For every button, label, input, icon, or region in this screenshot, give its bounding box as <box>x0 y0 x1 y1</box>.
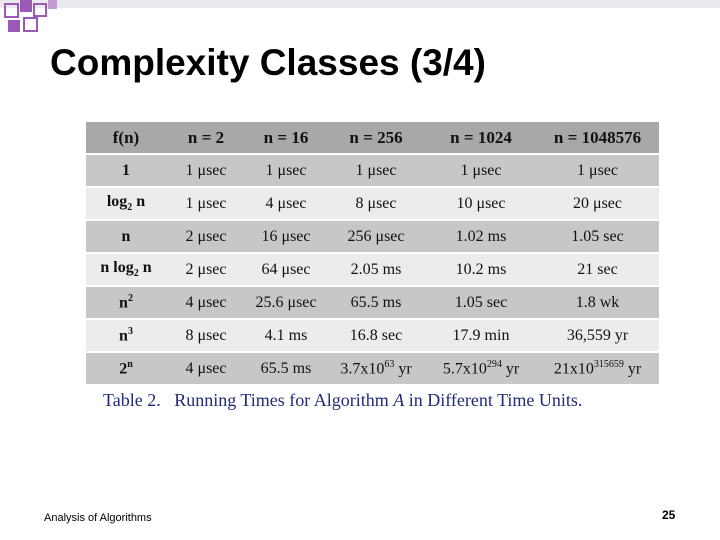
table-cell: 20 μsec <box>536 187 659 220</box>
page-number: 25 <box>662 508 676 522</box>
table-cell: 25.6 μsec <box>246 286 326 319</box>
table-row <box>86 286 659 319</box>
table-row <box>86 253 659 286</box>
table-cell: 4 μsec <box>246 187 326 220</box>
table-cell: 10.2 ms <box>426 253 536 286</box>
table-cell: 1.8 wk <box>536 286 659 319</box>
table-cell: 1 μsec <box>536 154 659 187</box>
function-cell <box>86 352 166 385</box>
table-cell: 65.5 ms <box>326 286 426 319</box>
column-header: n = 2 <box>166 122 246 154</box>
column-header: n = 16 <box>246 122 326 154</box>
table-cell: 2 μsec <box>166 253 246 286</box>
fn-subscript: 2 <box>133 268 139 280</box>
table-cell: 1 μsec <box>166 187 246 220</box>
table-cell: 8 μsec <box>166 319 246 352</box>
table-row <box>86 187 659 220</box>
function-cell <box>86 187 166 220</box>
table-cell: 2 μsec <box>166 220 246 253</box>
table-row <box>86 352 659 385</box>
exp-exponent: 294 <box>486 358 502 370</box>
table-cell: 4.1 ms <box>246 319 326 352</box>
table-cell: 21 sec <box>536 253 659 286</box>
table-caption <box>103 390 582 411</box>
exp-exponent: 315659 <box>593 358 624 370</box>
fn-base: n <box>119 294 128 312</box>
running-times-table <box>86 122 659 386</box>
table-cell: 65.5 ms <box>246 352 326 385</box>
table-cell: 1.02 ms <box>426 220 536 253</box>
caption-suffix: in Different Time Units. <box>404 390 583 410</box>
exp-base: 21x10 <box>553 360 594 378</box>
fn-superscript: 3 <box>127 325 133 337</box>
table-cell: 36,559 yr <box>536 319 659 352</box>
caption-variable: A <box>393 390 405 410</box>
table-cell: 17.9 min <box>426 319 536 352</box>
table-cell: 1.05 sec <box>536 220 659 253</box>
column-header: n = 1048576 <box>536 122 659 154</box>
decorative-squares <box>0 0 720 40</box>
fn-rest: n <box>132 193 146 211</box>
table-cell: 4 μsec <box>166 286 246 319</box>
table-cell: 1.05 sec <box>426 286 536 319</box>
exp-unit: yr <box>394 360 412 378</box>
table-row <box>86 319 659 352</box>
fn-subscript: 2 <box>127 202 133 214</box>
fn-base: 2 <box>119 360 128 378</box>
column-header: f(n) <box>86 122 166 154</box>
fn-base: n <box>119 327 128 345</box>
exp-base: 5.7x10 <box>442 360 487 378</box>
exp-exponent: 63 <box>384 358 395 370</box>
function-cell: n <box>86 220 166 253</box>
table-cell: 16.8 sec <box>326 319 426 352</box>
table-cell: 10 μsec <box>426 187 536 220</box>
table-cell: 1 μsec <box>326 154 426 187</box>
exp-unit: yr <box>623 360 642 378</box>
table-cell <box>326 352 426 385</box>
function-cell <box>86 319 166 352</box>
table-row <box>86 220 659 253</box>
column-header: n = 1024 <box>426 122 536 154</box>
table-cell: 1 μsec <box>246 154 326 187</box>
footer-text: Analysis of Algorithms <box>44 512 152 524</box>
fn-base: log <box>106 193 128 211</box>
table-cell <box>426 352 536 385</box>
table-cell: 64 μsec <box>246 253 326 286</box>
table-cell <box>536 352 659 385</box>
table-header-row <box>86 122 659 154</box>
table-cell: 1 μsec <box>166 154 246 187</box>
table-cell: 16 μsec <box>246 220 326 253</box>
table-row <box>86 154 659 187</box>
exp-base: 3.7x10 <box>340 360 385 378</box>
table-cell: 2.05 ms <box>326 253 426 286</box>
fn-superscript: n <box>127 358 133 370</box>
fn-base: n log <box>100 259 134 277</box>
column-header: n = 256 <box>326 122 426 154</box>
table-cell: 4 μsec <box>166 352 246 385</box>
fn-superscript: 2 <box>127 292 133 304</box>
fn-rest: n <box>138 259 152 277</box>
table-cell: 8 μsec <box>326 187 426 220</box>
exp-unit: yr <box>501 360 520 378</box>
function-cell <box>86 253 166 286</box>
page-title: Complexity Classes (3/4) <box>50 42 486 83</box>
function-cell <box>86 286 166 319</box>
function-cell: 1 <box>86 154 166 187</box>
table-cell: 256 μsec <box>326 220 426 253</box>
table-cell: 1 μsec <box>426 154 536 187</box>
caption-prefix: Table 2. Running Times for Algorithm <box>103 390 394 410</box>
